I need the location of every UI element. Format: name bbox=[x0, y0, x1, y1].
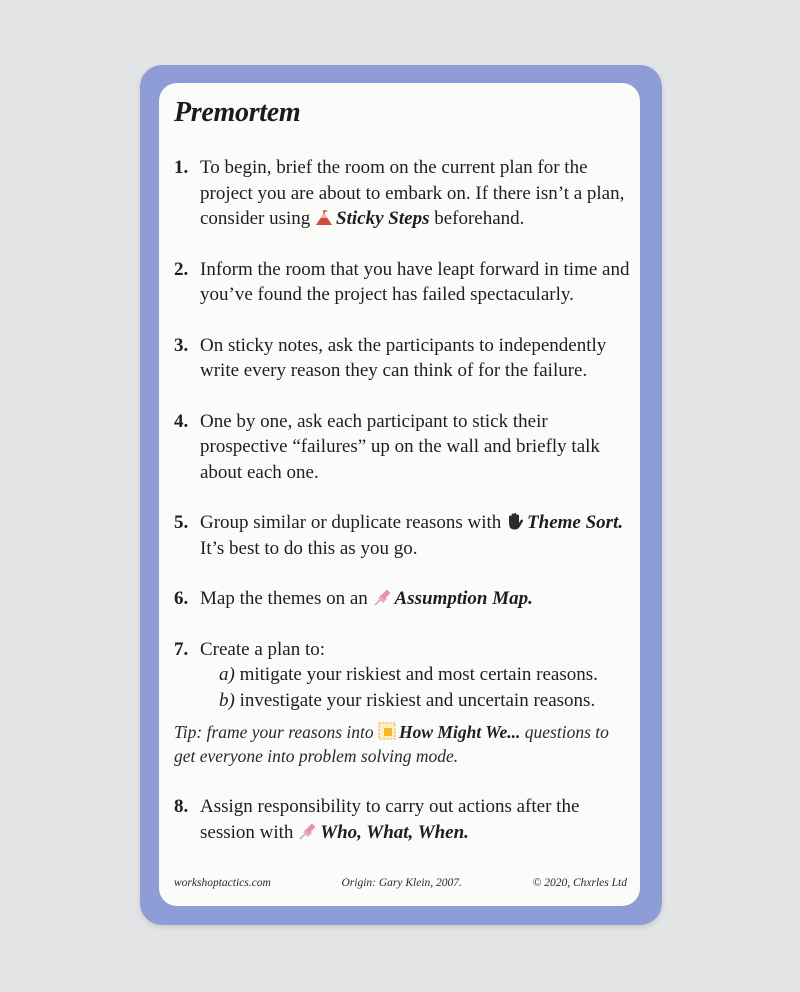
step-7 bbox=[174, 637, 634, 714]
sticky-note-icon bbox=[378, 722, 396, 740]
mountain-flag-icon bbox=[315, 210, 333, 226]
step-8 bbox=[174, 794, 634, 845]
reference-theme-sort[interactable]: Theme Sort. bbox=[527, 512, 624, 533]
steps-list bbox=[174, 155, 634, 713]
reference-sticky-steps[interactable]: Sticky Steps bbox=[336, 208, 430, 229]
website-link[interactable]: workshoptactics.com bbox=[174, 877, 271, 889]
step-6 bbox=[174, 586, 634, 612]
step-text: Group similar or duplicate reasons with Theme Sort. It’s best to do this as you go. bbox=[200, 512, 624, 559]
pushpin-icon bbox=[298, 823, 317, 840]
step-text: On sticky notes, ask the participants to independently write every reason they can think of for the failure. bbox=[200, 334, 607, 381]
step-2 bbox=[174, 257, 634, 308]
step-number: 5. bbox=[174, 512, 189, 533]
step-1 bbox=[174, 155, 634, 232]
step-text: Map the themes on an Assumption Map. bbox=[200, 588, 533, 609]
reference-how-might-we[interactable]: How Might We... bbox=[399, 722, 521, 742]
tactic-card bbox=[159, 83, 640, 906]
step-5 bbox=[174, 510, 634, 561]
copyright: © 2020, Chxrles Ltd bbox=[532, 877, 627, 889]
card-title: Premortem bbox=[174, 97, 301, 128]
tip-text: Tip: frame your reasons into How Might We... questions to get everyone into problem solving mode. bbox=[174, 722, 609, 766]
hand-icon bbox=[506, 513, 524, 530]
steps-list-continued bbox=[174, 794, 634, 845]
sub-item-a: a) mitigate your riskiest and most certain reasons. bbox=[219, 664, 598, 685]
step-number: 2. bbox=[174, 258, 189, 280]
step-number: 6. bbox=[174, 588, 189, 609]
step-number: 8. bbox=[174, 796, 189, 817]
reference-who-what-when[interactable]: Who, What, When. bbox=[320, 821, 469, 843]
reference-assumption-map[interactable]: Assumption Map. bbox=[394, 588, 533, 609]
step-text: One by one, ask each participant to stick their prospective “failures” up on the wall and briefly talk about each one. bbox=[200, 410, 600, 483]
step-text: Create a plan to: a) mitigate your riskiest and most certain reasons. b) investigate your riskiest and uncertain reasons. bbox=[200, 637, 634, 714]
step-number: 7. bbox=[174, 638, 189, 660]
step-number: 1. bbox=[174, 157, 189, 178]
pushpin-icon bbox=[373, 589, 392, 606]
step-text: Inform the room that you have leapt forward in time and you’ve found the project has failed spectacularly. bbox=[200, 258, 630, 305]
step-number: 4. bbox=[174, 410, 189, 432]
step-number: 3. bbox=[174, 334, 189, 356]
card-footer bbox=[174, 877, 627, 889]
step-3 bbox=[174, 333, 634, 384]
step-text: Assign responsibility to carry out actions after the session with Who, What, When. bbox=[200, 796, 580, 843]
step-text: To begin, brief the room on the current plan for the project you are about to embark on. If there isn’t a plan, consider using Sticky Steps beforehand. bbox=[200, 157, 625, 229]
origin-credit: Origin: Gary Klein, 2007. bbox=[341, 877, 462, 889]
sub-item-b: b) investigate your riskiest and uncertain reasons. bbox=[219, 689, 596, 711]
step-4 bbox=[174, 409, 634, 486]
